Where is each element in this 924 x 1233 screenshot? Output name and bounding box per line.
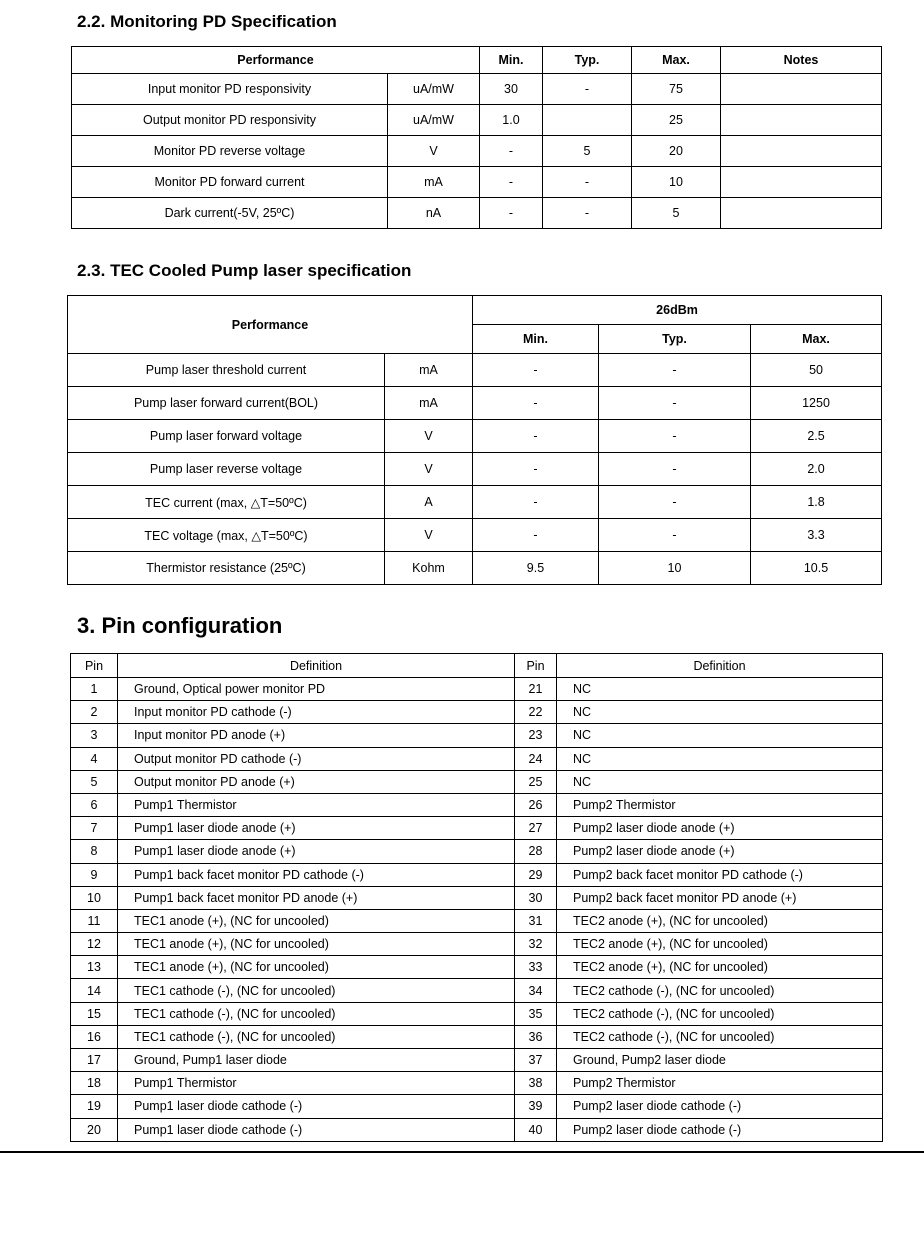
cell-typ: - <box>599 387 751 420</box>
cell-pin-a: 12 <box>71 933 118 956</box>
table-row <box>71 956 883 979</box>
cell-def-b: Pump2 laser diode anode (+) <box>557 817 883 840</box>
header-typ: Typ. <box>599 325 751 354</box>
cell-pin-b: 27 <box>515 817 557 840</box>
cell-pin-a: 1 <box>71 678 118 701</box>
table-row <box>68 453 882 486</box>
cell-def-b: Pump2 laser diode cathode (-) <box>557 1118 883 1141</box>
cell-typ: - <box>599 486 751 519</box>
cell-pin-a: 7 <box>71 817 118 840</box>
table-row <box>71 933 883 956</box>
cell-max: 20 <box>632 136 721 167</box>
cell-def-a: Pump1 laser diode cathode (-) <box>118 1095 515 1118</box>
cell-def-a: TEC1 anode (+), (NC for uncooled) <box>118 933 515 956</box>
monitoring-rows <box>72 74 882 229</box>
cell-notes <box>721 198 882 229</box>
header-pin-right: Pin <box>515 654 557 678</box>
cell-def-a: Pump1 laser diode anode (+) <box>118 840 515 863</box>
cell-min: - <box>473 519 599 552</box>
header-max: Max. <box>751 325 882 354</box>
cell-max: 2.0 <box>751 453 882 486</box>
table-row <box>71 701 883 724</box>
cell-pin-a: 9 <box>71 863 118 886</box>
cell-unit: uA/mW <box>388 74 480 105</box>
cell-pin-a: 18 <box>71 1072 118 1095</box>
cell-name: Pump laser threshold current <box>68 354 385 387</box>
table-row <box>71 840 883 863</box>
cell-def-b: NC <box>557 678 883 701</box>
table-header-row <box>72 47 882 74</box>
cell-name: Pump laser forward voltage <box>68 420 385 453</box>
cell-def-b: NC <box>557 701 883 724</box>
cell-def-b: TEC2 anode (+), (NC for uncooled) <box>557 956 883 979</box>
cell-pin-b: 22 <box>515 701 557 724</box>
cell-pin-a: 14 <box>71 979 118 1002</box>
table-row <box>71 1025 883 1048</box>
cell-pin-a: 10 <box>71 886 118 909</box>
cell-def-a: TEC1 anode (+), (NC for uncooled) <box>118 956 515 979</box>
cell-def-b: Pump2 back facet monitor PD anode (+) <box>557 886 883 909</box>
header-min: Min. <box>480 47 543 74</box>
cell-unit: mA <box>388 167 480 198</box>
table-row <box>68 420 882 453</box>
cell-typ: - <box>543 198 632 229</box>
table-row <box>71 817 883 840</box>
cell-unit: V <box>385 453 473 486</box>
cell-pin-a: 15 <box>71 1002 118 1025</box>
table-row <box>71 909 883 932</box>
cell-def-b: NC <box>557 747 883 770</box>
table-row <box>71 886 883 909</box>
cell-def-b: TEC2 cathode (-), (NC for uncooled) <box>557 1002 883 1025</box>
cell-pin-a: 5 <box>71 770 118 793</box>
cell-pin-b: 36 <box>515 1025 557 1048</box>
cell-def-a: TEC1 anode (+), (NC for uncooled) <box>118 909 515 932</box>
cell-name: Dark current(-5V, 25ºC) <box>72 198 388 229</box>
cell-def-a: Pump1 Thermistor <box>118 1072 515 1095</box>
cell-pin-b: 38 <box>515 1072 557 1095</box>
pin-rows <box>71 678 883 1142</box>
cell-pin-a: 19 <box>71 1095 118 1118</box>
table-header-row <box>71 654 883 678</box>
header-performance: Performance <box>72 47 480 74</box>
cell-def-b: TEC2 cathode (-), (NC for uncooled) <box>557 979 883 1002</box>
cell-pin-a: 20 <box>71 1118 118 1141</box>
cell-name: Input monitor PD responsivity <box>72 74 388 105</box>
cell-def-a: TEC1 cathode (-), (NC for uncooled) <box>118 1025 515 1048</box>
cell-def-b: TEC2 anode (+), (NC for uncooled) <box>557 909 883 932</box>
header-definition-right: Definition <box>557 654 883 678</box>
table-row <box>71 747 883 770</box>
pin-section-title: 3. Pin configuration <box>77 613 283 638</box>
cell-def-b: Ground, Pump2 laser diode <box>557 1049 883 1072</box>
cell-pin-a: 13 <box>71 956 118 979</box>
table-row <box>72 167 882 198</box>
cell-def-b: NC <box>557 724 883 747</box>
cell-max: 10 <box>632 167 721 198</box>
header-26dbm: 26dBm <box>473 296 882 325</box>
header-typ: Typ. <box>543 47 632 74</box>
cell-pin-b: 26 <box>515 793 557 816</box>
table-row <box>71 724 883 747</box>
cell-unit: nA <box>388 198 480 229</box>
cell-def-a: Pump1 laser diode cathode (-) <box>118 1118 515 1141</box>
table-row <box>68 486 882 519</box>
cell-min: - <box>473 486 599 519</box>
cell-unit: uA/mW <box>388 105 480 136</box>
cell-max: 3.3 <box>751 519 882 552</box>
cell-pin-b: 24 <box>515 747 557 770</box>
cell-pin-b: 29 <box>515 863 557 886</box>
tec-spec-table <box>67 295 882 585</box>
cell-max: 10.5 <box>751 552 882 585</box>
cell-unit: Kohm <box>385 552 473 585</box>
cell-def-a: Pump1 back facet monitor PD anode (+) <box>118 886 515 909</box>
cell-name: TEC current (max, △T=50ºC) <box>68 486 385 519</box>
cell-def-a: Pump1 Thermistor <box>118 793 515 816</box>
cell-typ: - <box>543 167 632 198</box>
cell-unit: mA <box>385 387 473 420</box>
cell-pin-a: 8 <box>71 840 118 863</box>
cell-typ: - <box>599 453 751 486</box>
cell-max: 5 <box>632 198 721 229</box>
cell-def-a: TEC1 cathode (-), (NC for uncooled) <box>118 979 515 1002</box>
cell-min: - <box>473 420 599 453</box>
cell-pin-b: 32 <box>515 933 557 956</box>
cell-max: 1250 <box>751 387 882 420</box>
cell-pin-b: 40 <box>515 1118 557 1141</box>
cell-typ <box>543 105 632 136</box>
cell-min: - <box>480 136 543 167</box>
cell-def-a: Output monitor PD cathode (-) <box>118 747 515 770</box>
cell-notes <box>721 74 882 105</box>
cell-pin-a: 17 <box>71 1049 118 1072</box>
cell-notes <box>721 167 882 198</box>
table-row <box>71 1118 883 1141</box>
cell-pin-a: 11 <box>71 909 118 932</box>
table-row <box>72 74 882 105</box>
cell-max: 50 <box>751 354 882 387</box>
cell-max: 25 <box>632 105 721 136</box>
cell-pin-a: 3 <box>71 724 118 747</box>
cell-name: TEC voltage (max, △T=50ºC) <box>68 519 385 552</box>
monitoring-spec-table <box>71 46 882 229</box>
cell-min: 9.5 <box>473 552 599 585</box>
cell-name: Monitor PD reverse voltage <box>72 136 388 167</box>
cell-pin-b: 33 <box>515 956 557 979</box>
header-performance: Performance <box>68 296 473 354</box>
cell-def-a: TEC1 cathode (-), (NC for uncooled) <box>118 1002 515 1025</box>
header-pin-left: Pin <box>71 654 118 678</box>
table-row <box>71 1049 883 1072</box>
cell-typ: - <box>543 74 632 105</box>
cell-pin-b: 28 <box>515 840 557 863</box>
cell-typ: 5 <box>543 136 632 167</box>
cell-def-b: Pump2 Thermistor <box>557 793 883 816</box>
cell-pin-b: 23 <box>515 724 557 747</box>
cell-pin-b: 21 <box>515 678 557 701</box>
tec-rows <box>68 354 882 585</box>
cell-max: 1.8 <box>751 486 882 519</box>
table-row <box>71 793 883 816</box>
cell-min: - <box>473 453 599 486</box>
cell-max: 75 <box>632 74 721 105</box>
cell-pin-b: 25 <box>515 770 557 793</box>
cell-typ: - <box>599 420 751 453</box>
cell-def-b: NC <box>557 770 883 793</box>
cell-unit: A <box>385 486 473 519</box>
cell-def-a: Ground, Optical power monitor PD <box>118 678 515 701</box>
cell-pin-a: 6 <box>71 793 118 816</box>
cell-def-b: Pump2 laser diode anode (+) <box>557 840 883 863</box>
pin-config-table <box>70 653 883 1142</box>
table-row <box>71 770 883 793</box>
monitoring-section-title: 2.2. Monitoring PD Specification <box>77 12 337 31</box>
table-row <box>68 354 882 387</box>
cell-unit: V <box>388 136 480 167</box>
cell-pin-b: 37 <box>515 1049 557 1072</box>
table-row <box>72 198 882 229</box>
cell-def-b: TEC2 anode (+), (NC for uncooled) <box>557 933 883 956</box>
cell-def-b: Pump2 back facet monitor PD cathode (-) <box>557 863 883 886</box>
table-row <box>71 1002 883 1025</box>
cell-typ: - <box>599 354 751 387</box>
header-definition-left: Definition <box>118 654 515 678</box>
cell-unit: V <box>385 420 473 453</box>
cell-def-b: Pump2 laser diode cathode (-) <box>557 1095 883 1118</box>
table-row <box>71 979 883 1002</box>
table-row <box>72 105 882 136</box>
cell-notes <box>721 136 882 167</box>
cell-pin-b: 34 <box>515 979 557 1002</box>
table-row <box>68 519 882 552</box>
cell-notes <box>721 105 882 136</box>
cell-min: 1.0 <box>480 105 543 136</box>
cell-name: Output monitor PD responsivity <box>72 105 388 136</box>
cell-pin-b: 35 <box>515 1002 557 1025</box>
cell-min: - <box>473 354 599 387</box>
page-footer-rule <box>0 1151 924 1153</box>
cell-pin-b: 39 <box>515 1095 557 1118</box>
cell-min: - <box>480 198 543 229</box>
cell-name: Pump laser forward current(BOL) <box>68 387 385 420</box>
table-row <box>71 1072 883 1095</box>
cell-unit: mA <box>385 354 473 387</box>
table-header-row <box>68 296 882 325</box>
cell-typ: - <box>599 519 751 552</box>
header-notes: Notes <box>721 47 882 74</box>
cell-pin-a: 2 <box>71 701 118 724</box>
cell-name: Thermistor resistance (25ºC) <box>68 552 385 585</box>
cell-typ: 10 <box>599 552 751 585</box>
cell-max: 2.5 <box>751 420 882 453</box>
cell-unit: V <box>385 519 473 552</box>
cell-def-a: Pump1 laser diode anode (+) <box>118 817 515 840</box>
cell-def-b: TEC2 cathode (-), (NC for uncooled) <box>557 1025 883 1048</box>
tec-section-title: 2.3. TEC Cooled Pump laser specification <box>77 261 412 280</box>
table-row <box>71 678 883 701</box>
cell-def-a: Ground, Pump1 laser diode <box>118 1049 515 1072</box>
header-max: Max. <box>632 47 721 74</box>
table-row <box>71 1095 883 1118</box>
cell-min: 30 <box>480 74 543 105</box>
table-row <box>68 387 882 420</box>
cell-pin-b: 30 <box>515 886 557 909</box>
cell-def-a: Input monitor PD anode (+) <box>118 724 515 747</box>
cell-pin-a: 16 <box>71 1025 118 1048</box>
table-row <box>71 863 883 886</box>
cell-name: Pump laser reverse voltage <box>68 453 385 486</box>
table-row <box>68 552 882 585</box>
cell-min: - <box>480 167 543 198</box>
header-min: Min. <box>473 325 599 354</box>
cell-def-a: Input monitor PD cathode (-) <box>118 701 515 724</box>
cell-def-b: Pump2 Thermistor <box>557 1072 883 1095</box>
table-row <box>72 136 882 167</box>
cell-pin-a: 4 <box>71 747 118 770</box>
cell-min: - <box>473 387 599 420</box>
cell-name: Monitor PD forward current <box>72 167 388 198</box>
cell-def-a: Pump1 back facet monitor PD cathode (-) <box>118 863 515 886</box>
cell-pin-b: 31 <box>515 909 557 932</box>
cell-def-a: Output monitor PD anode (+) <box>118 770 515 793</box>
